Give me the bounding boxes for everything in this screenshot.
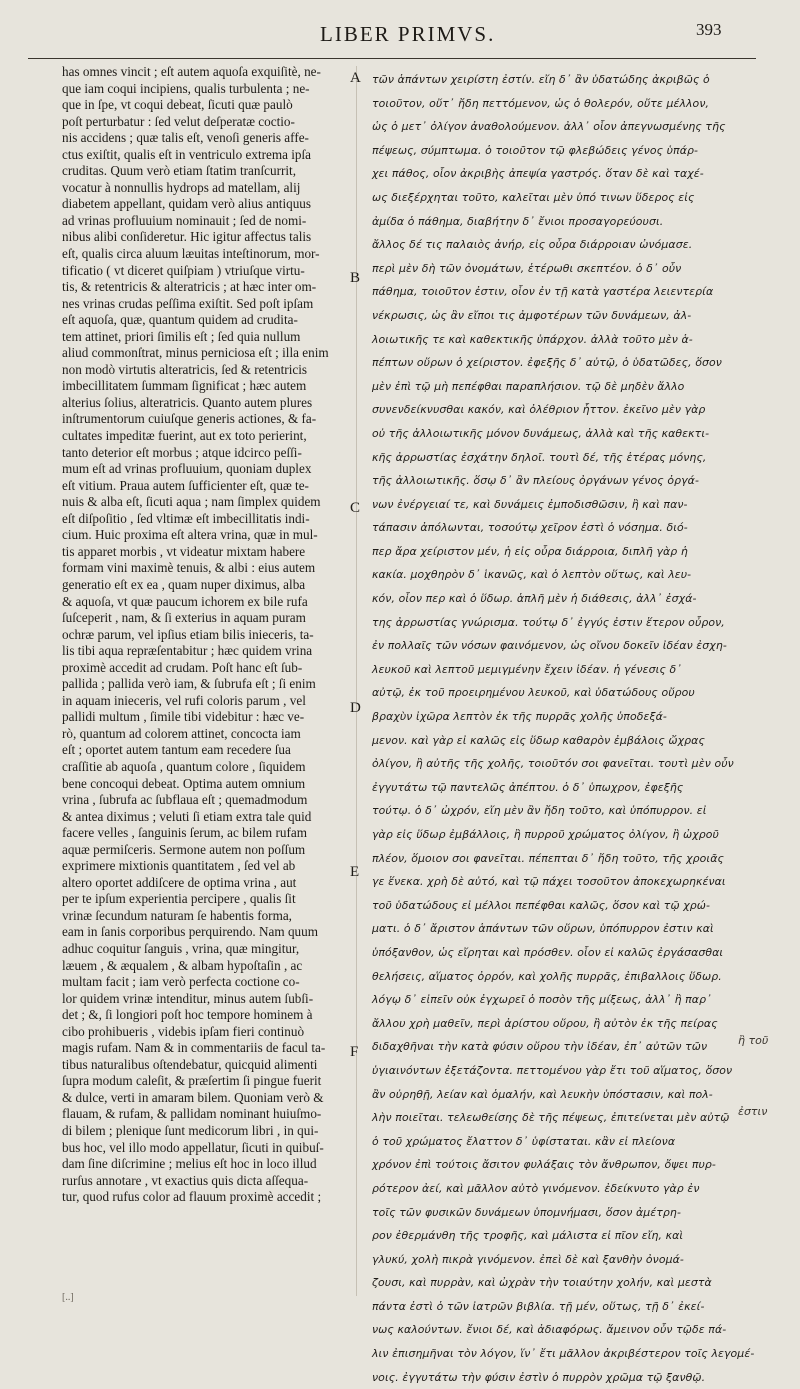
greek-text-line: τοῦ ὑδατώδους εἰ μέλλοι πεπέφθαι καλῶς, ὅσον καὶ τῷ χρώ- xyxy=(372,898,711,912)
margin-note-variant-1: ἢ τοῦ xyxy=(738,1034,769,1047)
greek-text-line: πέψεως, σύμπτωμα. ὁ τοιοῦτον τῷ φλεβώδεις γένος ὑπάρ- xyxy=(372,143,699,157)
latin-text-line: tificatio ( vt diceret quiſpiam ) vtriuſque virtu- xyxy=(62,262,305,278)
greek-text-line: χρόνον ἐπὶ τούτοις ἄσιτον φυλάξαις τὸν ἄνθρωπον, ὄψει πυρ- xyxy=(372,1158,716,1172)
latin-text-line: eſt aquoſa, quæ, quantum quidem ad crudita- xyxy=(62,312,298,328)
latin-text-line: inſtrumentorum cuiuſque generis actiones, & fa- xyxy=(62,411,317,427)
corner-mark: [..] xyxy=(62,1292,74,1303)
latin-text-line: formam vini maximè tenuis, & albi : eius autem xyxy=(62,560,316,576)
greek-text-line: νέκρωσις, ὡς ἂν εἴποι τις ἀμφοτέρων τῶν δυνάμεων, ἀλ- xyxy=(372,308,692,322)
greek-text-line: ως διεξέρχηται τοῦτο, καλεῖται μὲν ὑπό τινων ὕδερος εἰς xyxy=(372,190,695,204)
greek-text-line: χει πάθος, οἷον ἀκριβὴς ἀπεψία γαστρός. ὅταν δὲ καὶ ταχέ- xyxy=(372,167,704,181)
latin-text-line: pallida ; pallida verò iam, & ſubrufa eſt ; ſi enim xyxy=(62,676,316,692)
greek-text-line: ἀμίδα ὁ πάθημα, διαβήτην δ᾽ ἔνιοι προσαγορεύουσι. xyxy=(372,214,664,228)
latin-text-line: in aquam inieceris, vel rufi coloris parum , vel xyxy=(62,692,306,708)
latin-text-line: poſt perturbatur : ſed velut deſperatæ coctio- xyxy=(62,113,295,129)
latin-text-line: non modò virtutis alteratricis, ſed & retentricis xyxy=(62,361,308,377)
latin-text-line: magis rufam. Nam & in commentariis de facul ta- xyxy=(62,1040,326,1056)
greek-text-line: ὀλίγον, ἢ αὐτῆς τῆς χολῆς, τοιοῦτόν σοι φανεῖται. τουτὶ μὲν οὖν xyxy=(372,757,734,771)
latin-text-line: bus hoc, vel illo modo appellatur, ſicuti in quibuſ- xyxy=(62,1139,324,1155)
greek-text-line: πλέον, ὅμοιον σοι φανεῖται. πέπεπται δ᾽ ἤδη τοῦτο, τῆς χροιᾶς xyxy=(372,851,724,865)
latin-text-line: lis tibi aqua repræſentabitur ; hæc quidem vrina xyxy=(62,643,313,659)
latin-text-line: & antea diximus ; veluti ſi etiam extra tale quid xyxy=(62,808,312,824)
latin-text-line: tanto deterior eſt morbus ; atque idcirco peſſi- xyxy=(62,444,302,460)
latin-text-line: facere velles , ſanguinis ſerum, ac bilem rufam xyxy=(62,825,307,841)
latin-text-line: pallidi multum , ſimile tibi videbitur : hæc ve- xyxy=(62,709,305,725)
latin-text-line: tis, & retentricis & alteratricis ; at hæc inter om- xyxy=(62,279,317,295)
latin-text-line: cultates impeditæ fuerint, aut ex toto perierint, xyxy=(62,428,307,444)
column-gutter xyxy=(356,66,357,1296)
greek-text-line: γλυκύ, χολὴ πικρὰ γινόμενον. ἐπεὶ δὲ καὶ ξανθὴν ὀνομά- xyxy=(372,1252,684,1266)
latin-text-line: dam ſine diſcrimine ; melius eſt hoc in loco illud xyxy=(62,1156,317,1172)
latin-text-line: aliud commonſtrat, minus perniciosa eſt ; illa enim xyxy=(62,345,329,361)
greek-text-line: ματι. ὁ δ᾽ ἄριστον ἁπάντων τῶν οὔρων, ὑπόπυρρον ἐστιν καὶ xyxy=(372,922,714,936)
greek-text-line: ὑπόξανθον, ὡς εἴρηται καὶ πρόσθεν. οἷον εἰ καλῶς ἐργάσασθαι xyxy=(372,945,724,959)
latin-text-line: nuis & alba eſt, ſicuti aqua ; nam ſimplex quidem xyxy=(62,494,321,510)
margin-letter-f: F xyxy=(350,1044,359,1060)
greek-text-line: της ἀρρωστίας γνώρισμα. τούτῳ δ᾽ ἐγγύς ἐστιν ἕτερον οὖρον, xyxy=(372,615,725,629)
latin-text-line: lor quidem vrinæ intenditur, minus autem ſubſi- xyxy=(62,990,314,1006)
latin-text-line: cibo prohibueris , videbis ipſam fieri continuò xyxy=(62,1023,305,1039)
latin-text-line: adhuc coquitur ſanguis , vrina, quæ mingitur, xyxy=(62,940,300,956)
greek-text-line: θελήσεις, αἵματος ὀρρόν, καὶ χολῆς πυρρᾶς, ἐπιβαλλοις ὕδωρ. xyxy=(372,969,722,983)
latin-text-line: que iam coqui incipiens, qualis turbulenta ; ne- xyxy=(62,80,310,96)
margin-letter-c: C xyxy=(350,500,361,516)
greek-text-line: ἐγγυτάτω τῷ παντελῶς ἀπέπτου. ὁ δ᾽ ὑπωχρον, ἐφεξῆς xyxy=(372,780,684,794)
latin-text-line: di bilem ; plenique ſunt medicorum libri , in qui- xyxy=(62,1123,319,1138)
greek-text-line: κῆς ἀρρωστίας ἐσχάτην δηλοῖ. τουτὶ δέ, τῆς ἑτέρας μόνης, xyxy=(372,450,707,464)
greek-text-line: νοις. ἐγγυτάτω τὴν φύσιν ἐστὶν ὁ πυρρὸν χρῶμα τῷ ξανθῷ. xyxy=(372,1370,706,1384)
latin-text-line: has omnes vincit ; eſt autem aquoſa exquiſitè, ne- xyxy=(62,64,321,79)
greek-text-line: τοιοῦτον, οὔτ᾽ ἤδη πεττόμενον, ὡς ὁ θολερόν, οὔτε μέλλον, xyxy=(372,96,710,110)
latin-text-line: eſt diſpoſitio , ſed vltimæ eſt imbecillitatis indi- xyxy=(62,510,310,526)
greek-text-line: κακία. μοχθηρὸν δ᾽ ἱκανῶς, καὶ ὁ λεπτὸν οὕτως, καὶ λευ- xyxy=(372,568,692,582)
latin-text-line: craſſitie ab aquoſa , quantum colore , ſiquidem xyxy=(62,758,306,774)
greek-text-line: ὑγιαινόντων ἐξετάζοντα. πεττομένου γὰρ ἔτι τοῦ αἵματος, ὅσον xyxy=(372,1063,733,1077)
greek-text-line: περὶ μὲν δὴ τῶν ὀνομάτων, ἑτέρωθι σκεπτέον. ὁ δ᾽ οὖν xyxy=(372,261,682,275)
greek-text-line: ἐν πολλαῖς τῶν νόσων φαινόμενον, ὡς οἴνου δοκεῖν ἰδέαν ἐσχη- xyxy=(372,639,727,653)
latin-text-line: cruditas. Quum verò etiam ſtatim tranſcurrit, xyxy=(62,163,297,179)
latin-text-line: eam in ſanis corporibus perquirendo. Nam quum xyxy=(62,924,318,940)
greek-text-line: τῶν ἁπάντων χειρίστη ἐστίν. εἴη δ᾽ ἂν ὑδατώδης ἀκριβῶς ὁ xyxy=(372,73,710,86)
latin-text-line: que in ſpe, vt coqui debeat, ſicuti quæ paulò xyxy=(62,97,293,113)
running-header: LIBER PRIMVS. xyxy=(320,22,496,46)
greek-text-line: τάπασιν ἀπόλωνται, τοσούτῳ χεῖρον ἐστὶ ὁ νόσημα. διό- xyxy=(372,521,688,535)
greek-text-line: ζουσι, καὶ πυρρὰν, καὶ ὠχρὰν τὴν τοιαύτην χολήν, καὶ μεστὰ xyxy=(372,1276,712,1290)
margin-letter-d: D xyxy=(350,700,361,716)
latin-text-line: eſt ; oportet autem tantum eam recedere ſua xyxy=(62,742,291,758)
margin-letter-e: E xyxy=(350,864,360,880)
latin-text-line: tis apparet morbis , vt videatur mixtam habere xyxy=(62,543,306,559)
latin-text-line: ſupra modum caleſit, & præſertim ſi pingue fuerit xyxy=(62,1073,322,1089)
latin-text-line: vrina , ſubrufa ac ſubflaua eſt ; quemadmodum xyxy=(62,792,308,808)
latin-text-line: proximè accedit ad crudam. Poſt hanc eſt ſub- xyxy=(62,659,303,675)
latin-text-line: ctus exiſtit, qualis eſt in ventriculo extrema ipſa xyxy=(62,146,312,162)
latin-text-line: det ; &, ſi longiori poſt hoc tempore hominem à xyxy=(62,1007,313,1023)
greek-text-line: πάντα ἐστὶ ὁ τῶν ἰατρῶν βιβλία. τῇ μέν, οὕτως, τῇ δ᾽ ἐκεί- xyxy=(372,1299,705,1313)
greek-text-line: γὰρ εἰς ὕδωρ ἐμβάλλοις, ἢ πυρροῦ χρώματος ὀλίγον, ἢ ὠχροῦ xyxy=(372,828,719,841)
greek-text-line: διδαχθῆναι τὴν κατὰ φύσιν οὔρου τὴν ἰδέαν, ἐπ᾽ αὐτῶν τῶν xyxy=(372,1040,708,1054)
greek-text-line: νων ἐνέργειαί τε, καὶ δυνάμεις ἐμποδισθῶσιν, ἢ καὶ παν- xyxy=(372,497,688,511)
latin-text-line: imbecillitatem ſummam ſignificat ; hæc autem xyxy=(62,378,307,394)
margin-letter-b: B xyxy=(350,270,361,286)
greek-text-line: πέπτων οὔρων ὁ χείριστον. ἐφεξῆς δ᾽ αὐτῷ, ὁ ὑδατῶδες, ὅσον xyxy=(372,356,722,370)
margin-letter-a: A xyxy=(350,70,361,86)
latin-text-line: vocatur à nonnullis hydrops ad matellam, alij xyxy=(62,179,301,195)
greek-text-line: ἄλλου χρὴ μαθεῖν, περὶ ἀρίστου οὔρου, ἢ αὐτὸν ἐκ τῆς πείρας xyxy=(372,1016,718,1030)
latin-text-line: exprimere mixtionis quantitatem , ſed vel ab xyxy=(62,858,296,874)
latin-text-line: mum eſt ad vrinas profluuium, quoniam duplex xyxy=(62,461,312,477)
greek-text-line: κόν, οἷον περ καὶ ὁ ὕδωρ. ἁπλῆ μὲν ἡ διάθεσις, ἀλλ᾽ ἐσχά- xyxy=(372,592,697,606)
greek-text-line: λευκοῦ καὶ λεπτοῦ μεμιγμένην ἔχειν ἰδέαν. ἡ γένεσις δ᾽ xyxy=(372,662,682,676)
greek-text-line: λιν ἐπισημῆναι τὸν λόγον, ἵν᾽ ἔτι μᾶλλον ἀκριβέστερον τοῖς λεγομέ- xyxy=(372,1347,755,1361)
header-rule xyxy=(28,58,756,59)
greek-text-line: πάθημα, τοιοῦτον ἐστιν, οἷον ἐν τῇ κατὰ γαστέρα λειεντερία xyxy=(372,285,714,299)
greek-text-line: γε ἕνεκα. χρὴ δὲ αὐτό, καὶ τῷ πάχει τοσοῦτον ἀποκεχωρηκέναι xyxy=(372,875,726,889)
greek-text-line: μενον. καὶ γὰρ εἰ καλῶς εἰς ὕδωρ καθαρὸν ἐμβάλοις ὤχρας xyxy=(372,733,705,747)
page-number: 393 xyxy=(696,20,722,39)
greek-text-line: λόγῳ δ᾽ εἰπεῖν οὐκ ἐγχωρεῖ ὁ ποσὸν τῆς μίξεως, ἀλλ᾽ ἢ παρ᾽ xyxy=(372,993,712,1007)
greek-text-line: ὁ τοῦ χρώματος ἔλαττον δ᾽ ὑφίσταται. κἂν εἰ πλείονα xyxy=(372,1134,676,1148)
latin-text-line: ochræ parum, vel ipſius etiam bilis inieceris, ta- xyxy=(62,626,314,642)
greek-text-line: νως καλούντων. ἔνιοι δέ, καὶ ἀδιαφόρως. ἄμεινον οὖν τῷδε πά- xyxy=(372,1323,727,1337)
greek-text-line: ὡς ὁ μετ᾽ ὀλίγον ἀναθολούμενον. ἀλλ᾽ οἷον ἀπεγνωσμένης τῆς xyxy=(372,120,726,134)
greek-text-line: ἄλλος δέ τις παλαιὸς ἀνήρ, εἰς οὖρα διάρροιαν ὠνόμασε. xyxy=(372,238,693,252)
latin-text-line: tibus naturalibus oſtendebatur, quicquid alimenti xyxy=(62,1056,318,1072)
latin-text-line: multam facit ; iam verò perfecta coctione co- xyxy=(62,974,300,990)
latin-text-line: ad vrinas profluuium nominauit ; ſed de nomi- xyxy=(62,212,307,228)
latin-text-line: ſuſceperit , nam, & ſi exterius in aquam puram xyxy=(62,610,306,626)
latin-text-line: alterius ſolius, alteratricis. Quanto autem plures xyxy=(62,394,313,410)
latin-text-line: eſt, qualis circa aluum læuitas inteſtinorum, mor- xyxy=(62,246,320,262)
latin-text-line: tur, quod rufus color ad flauum proximè accedit ; xyxy=(62,1189,322,1205)
greek-text-line: λὴν ποιεῖται. τελεωθείσης δὲ τῆς πέψεως, ἐπιτείνεται μὲν αὐτῷ xyxy=(372,1111,730,1125)
greek-text-line: τοῖς τῶν φυσικῶν δυνάμεων ὑπομνήμασι, ὅσον ἀμέτρη- xyxy=(372,1205,681,1219)
greek-text-line: συνενδείκνυσθαι κακόν, καὶ ὀλέθριον ἧττον. ἐκεῖνο μὲν γὰρ xyxy=(372,403,706,417)
latin-text-line: altero oportet addiſcere de optima vrina , aut xyxy=(62,874,297,890)
latin-text-line: cium. Huic proxima eſt altera vrina, quæ in mul- xyxy=(62,527,318,543)
latin-text-line: & dulce, verti in amaram bilem. Quoniam verò & xyxy=(62,1089,324,1105)
greek-text-line: ρότερον ἀεί, καὶ μᾶλλον αὐτὸ γινόμενον. ἐδείκνυτο γὰρ ἐν xyxy=(372,1181,700,1195)
latin-text-line: eſt vitium. Praua autem ſufficienter eſt, quæ te- xyxy=(62,477,309,493)
greek-text-line: αὐτῷ, ἐκ τοῦ προειρημένου λευκοῦ, καὶ ὑδατώδους οὔρου xyxy=(372,686,695,700)
latin-text-line: tem attinet, priori ſimilis eſt ; ſed quia nullum xyxy=(62,328,301,344)
latin-column xyxy=(62,64,342,1296)
greek-text-line: βραχὺν ἰχῶρα λεπτὸν ἐκ τῆς πυρρᾶς χολῆς ὑποδεξά- xyxy=(372,710,667,724)
margin-note-variant-2: ἐστιν xyxy=(738,1105,768,1118)
greek-text-line: ρον ἐθερμάνθη τῆς τροφῆς, καὶ μάλιστα εἰ πῖον εἴη, καὶ xyxy=(372,1229,684,1243)
latin-text-line: nibus alibi conſideretur. Hic igitur affectus talis xyxy=(62,229,312,245)
latin-text-line: generatio eſt ex ea , quam nuper diximus, alba xyxy=(62,576,306,592)
latin-text-line: læuem , & æqualem , & albam hypoſtaſin , ac xyxy=(62,957,303,973)
greek-text-line: τῆς ἀλλοιωτικῆς. ὅσῳ δ᾽ ἂν πλείους ὀργάνων γένος ὀργά- xyxy=(372,474,699,488)
latin-text-line: nes vrinas crudas peſſima exiſtit. Sed poſt ipſam xyxy=(62,295,314,311)
greek-text-line: περ ἄρα χείριστον μέν, ἡ εἰς οὖρα διάρροια, διπλῆ γὰρ ἡ xyxy=(372,544,688,558)
latin-text-line: & aquoſa, vt quæ paucum ichorem ex bile rufa xyxy=(62,593,308,609)
greek-text-line: τούτῳ. ὁ δ᾽ ὠχρόν, εἴη μὲν ἂν ἤδη τοῦτο, καὶ ὑπόπυρρον. εἰ xyxy=(372,804,707,818)
latin-text-line: aquæ permiſceris. Sermone autem non poſſum xyxy=(62,841,306,857)
latin-text-line: rò, quantum ad colorem attinet, concocta iam xyxy=(62,725,301,741)
greek-text-line: λοιωτικῆς τε καὶ καθεκτικῆς ὑπάρχον. ἀλλὰ τοῦτο μὲν ἁ- xyxy=(372,332,693,346)
greek-text-line: μὲν ἐπὶ τῷ μὴ πεπέφθαι παραπλήσιον. τῷ δὲ μηδὲν ἄλλο xyxy=(372,379,685,393)
latin-text-line: vrinæ ſecundum naturam ſe habentis forma, xyxy=(62,907,292,923)
latin-text-line: bene concoqui debeat. Optima autem omnium xyxy=(62,775,306,791)
latin-text-line: nis accidens ; quæ talis eſt, venoſi generis affe- xyxy=(62,130,309,146)
latin-text-line: diabetem appellant, quidam verò alius antiquus xyxy=(62,196,312,212)
greek-text-line: οὐ τῆς ἀλλοιωτικῆς μόνον δυνάμεως, ἀλλὰ καὶ τῆς καθεκτι- xyxy=(372,426,710,440)
latin-text-line: rurſus annotare , vt exactius quis dicta aſſequa- xyxy=(62,1172,309,1188)
latin-text-line: flauam, & rufam, & pallidam nominant huiuſmo- xyxy=(62,1106,322,1122)
latin-text-line: per te ipſum experientia percipere , qualis ſit xyxy=(62,891,296,907)
greek-text-line: ἂν οὐρηθῇ, λείαν καὶ ὁμαλήν, καὶ λευκὴν ὑπόστασιν, καὶ πολ- xyxy=(372,1087,713,1101)
